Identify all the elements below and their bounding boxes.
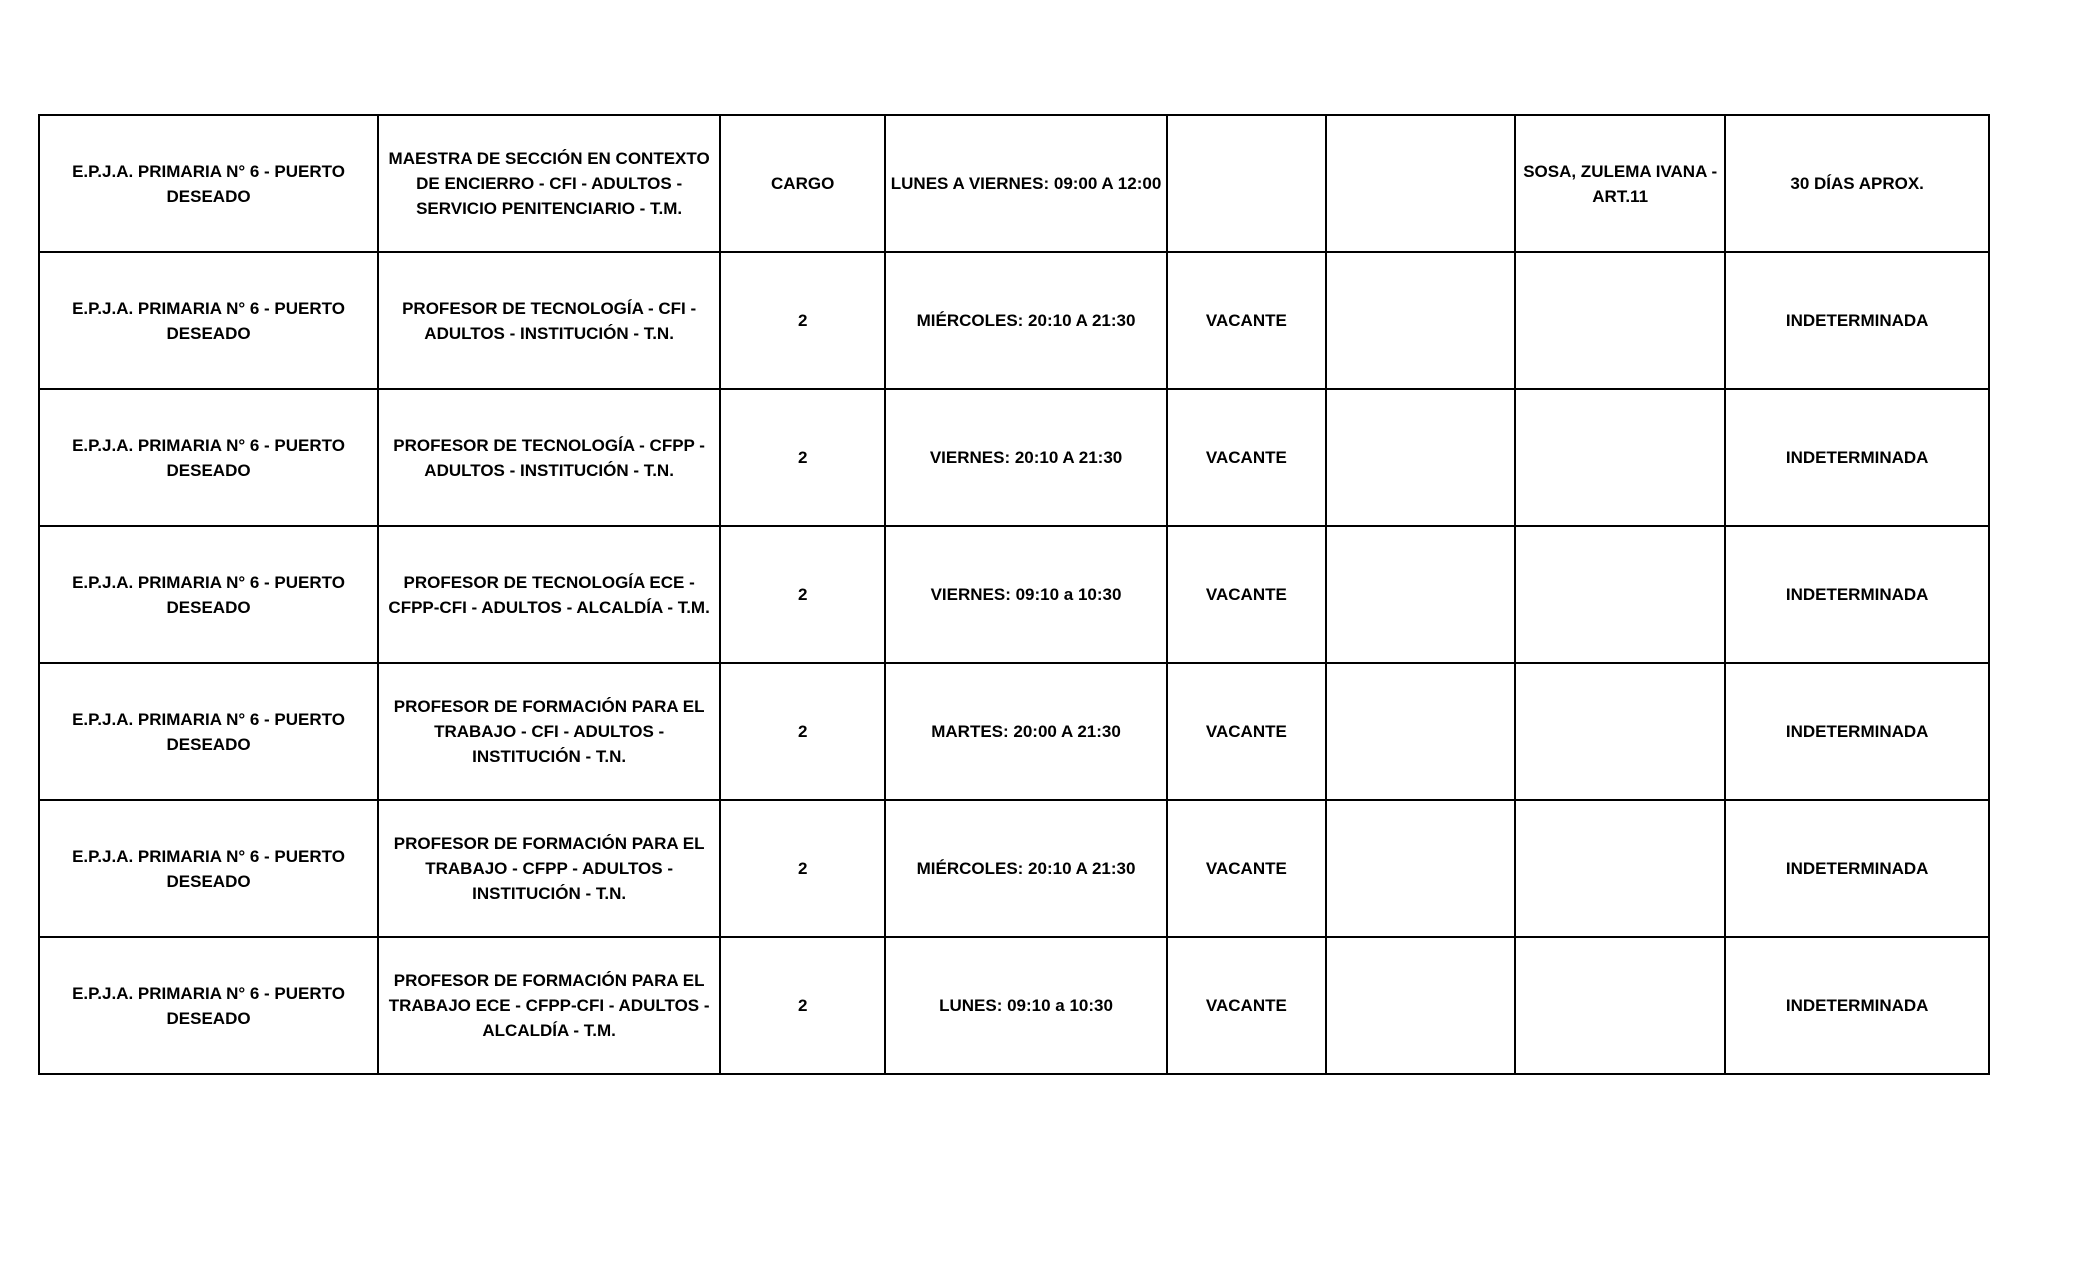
position-cell: PROFESOR DE TECNOLOGÍA ECE - CFPP-CFI - ADULTOS - ALCALDÍA - T.M. <box>378 526 720 663</box>
school-cell: E.P.J.A. PRIMARIA N° 6 - PUERTO DESEADO <box>39 252 378 389</box>
blank-cell <box>1326 115 1515 252</box>
school-cell: E.P.J.A. PRIMARIA N° 6 - PUERTO DESEADO <box>39 526 378 663</box>
table-row <box>39 389 1989 526</box>
table-row <box>39 937 1989 1074</box>
duration-cell: INDETERMINADA <box>1725 663 1989 800</box>
blank-cell <box>1326 937 1515 1074</box>
status-cell: VACANTE <box>1167 800 1326 937</box>
duration-cell: INDETERMINADA <box>1725 526 1989 663</box>
hours-cell: CARGO <box>720 115 885 252</box>
table-row <box>39 115 1989 252</box>
table-row <box>39 663 1989 800</box>
position-cell: PROFESOR DE FORMACIÓN PARA EL TRABAJO - CFI - ADULTOS - INSTITUCIÓN - T.N. <box>378 663 720 800</box>
vacancy-table <box>38 114 1990 1075</box>
hours-cell: 2 <box>720 252 885 389</box>
school-cell: E.P.J.A. PRIMARIA N° 6 - PUERTO DESEADO <box>39 663 378 800</box>
duration-cell: INDETERMINADA <box>1725 252 1989 389</box>
status-cell: VACANTE <box>1167 526 1326 663</box>
schedule-cell: MIÉRCOLES: 20:10 A 21:30 <box>885 252 1167 389</box>
blank-cell <box>1326 526 1515 663</box>
position-cell: PROFESOR DE TECNOLOGÍA - CFPP - ADULTOS - INSTITUCIÓN - T.N. <box>378 389 720 526</box>
hours-cell: 2 <box>720 526 885 663</box>
school-cell: E.P.J.A. PRIMARIA N° 6 - PUERTO DESEADO <box>39 389 378 526</box>
school-cell: E.P.J.A. PRIMARIA N° 6 - PUERTO DESEADO <box>39 115 378 252</box>
position-cell: MAESTRA DE SECCIÓN EN CONTEXTO DE ENCIERRO - CFI - ADULTOS - SERVICIO PENITENCIARIO - T.M. <box>378 115 720 252</box>
table-row <box>39 526 1989 663</box>
holder-cell: SOSA, ZULEMA IVANA - ART.11 <box>1515 115 1725 252</box>
holder-cell <box>1515 526 1725 663</box>
blank-cell <box>1326 800 1515 937</box>
position-cell: PROFESOR DE TECNOLOGÍA - CFI - ADULTOS - INSTITUCIÓN - T.N. <box>378 252 720 389</box>
blank-cell <box>1326 663 1515 800</box>
blank-cell <box>1326 252 1515 389</box>
school-cell: E.P.J.A. PRIMARIA N° 6 - PUERTO DESEADO <box>39 937 378 1074</box>
duration-cell: INDETERMINADA <box>1725 800 1989 937</box>
holder-cell <box>1515 389 1725 526</box>
hours-cell: 2 <box>720 389 885 526</box>
status-cell: VACANTE <box>1167 252 1326 389</box>
schedule-cell: LUNES A VIERNES: 09:00 A 12:00 <box>885 115 1167 252</box>
holder-cell <box>1515 663 1725 800</box>
status-cell: VACANTE <box>1167 937 1326 1074</box>
table-row <box>39 252 1989 389</box>
schedule-cell: LUNES: 09:10 a 10:30 <box>885 937 1167 1074</box>
schedule-cell: MIÉRCOLES: 20:10 A 21:30 <box>885 800 1167 937</box>
holder-cell <box>1515 800 1725 937</box>
duration-cell: INDETERMINADA <box>1725 389 1989 526</box>
duration-cell: 30 DÍAS APROX. <box>1725 115 1989 252</box>
status-cell: VACANTE <box>1167 663 1326 800</box>
school-cell: E.P.J.A. PRIMARIA N° 6 - PUERTO DESEADO <box>39 800 378 937</box>
holder-cell <box>1515 252 1725 389</box>
status-cell <box>1167 115 1326 252</box>
position-cell: PROFESOR DE FORMACIÓN PARA EL TRABAJO ECE - CFPP-CFI - ADULTOS - ALCALDÍA - T.M. <box>378 937 720 1074</box>
hours-cell: 2 <box>720 937 885 1074</box>
blank-cell <box>1326 389 1515 526</box>
schedule-cell: MARTES: 20:00 A 21:30 <box>885 663 1167 800</box>
table-row <box>39 800 1989 937</box>
status-cell: VACANTE <box>1167 389 1326 526</box>
duration-cell: INDETERMINADA <box>1725 937 1989 1074</box>
position-cell: PROFESOR DE FORMACIÓN PARA EL TRABAJO - CFPP - ADULTOS - INSTITUCIÓN - T.N. <box>378 800 720 937</box>
holder-cell <box>1515 937 1725 1074</box>
schedule-cell: VIERNES: 20:10 A 21:30 <box>885 389 1167 526</box>
schedule-cell: VIERNES: 09:10 a 10:30 <box>885 526 1167 663</box>
hours-cell: 2 <box>720 663 885 800</box>
hours-cell: 2 <box>720 800 885 937</box>
